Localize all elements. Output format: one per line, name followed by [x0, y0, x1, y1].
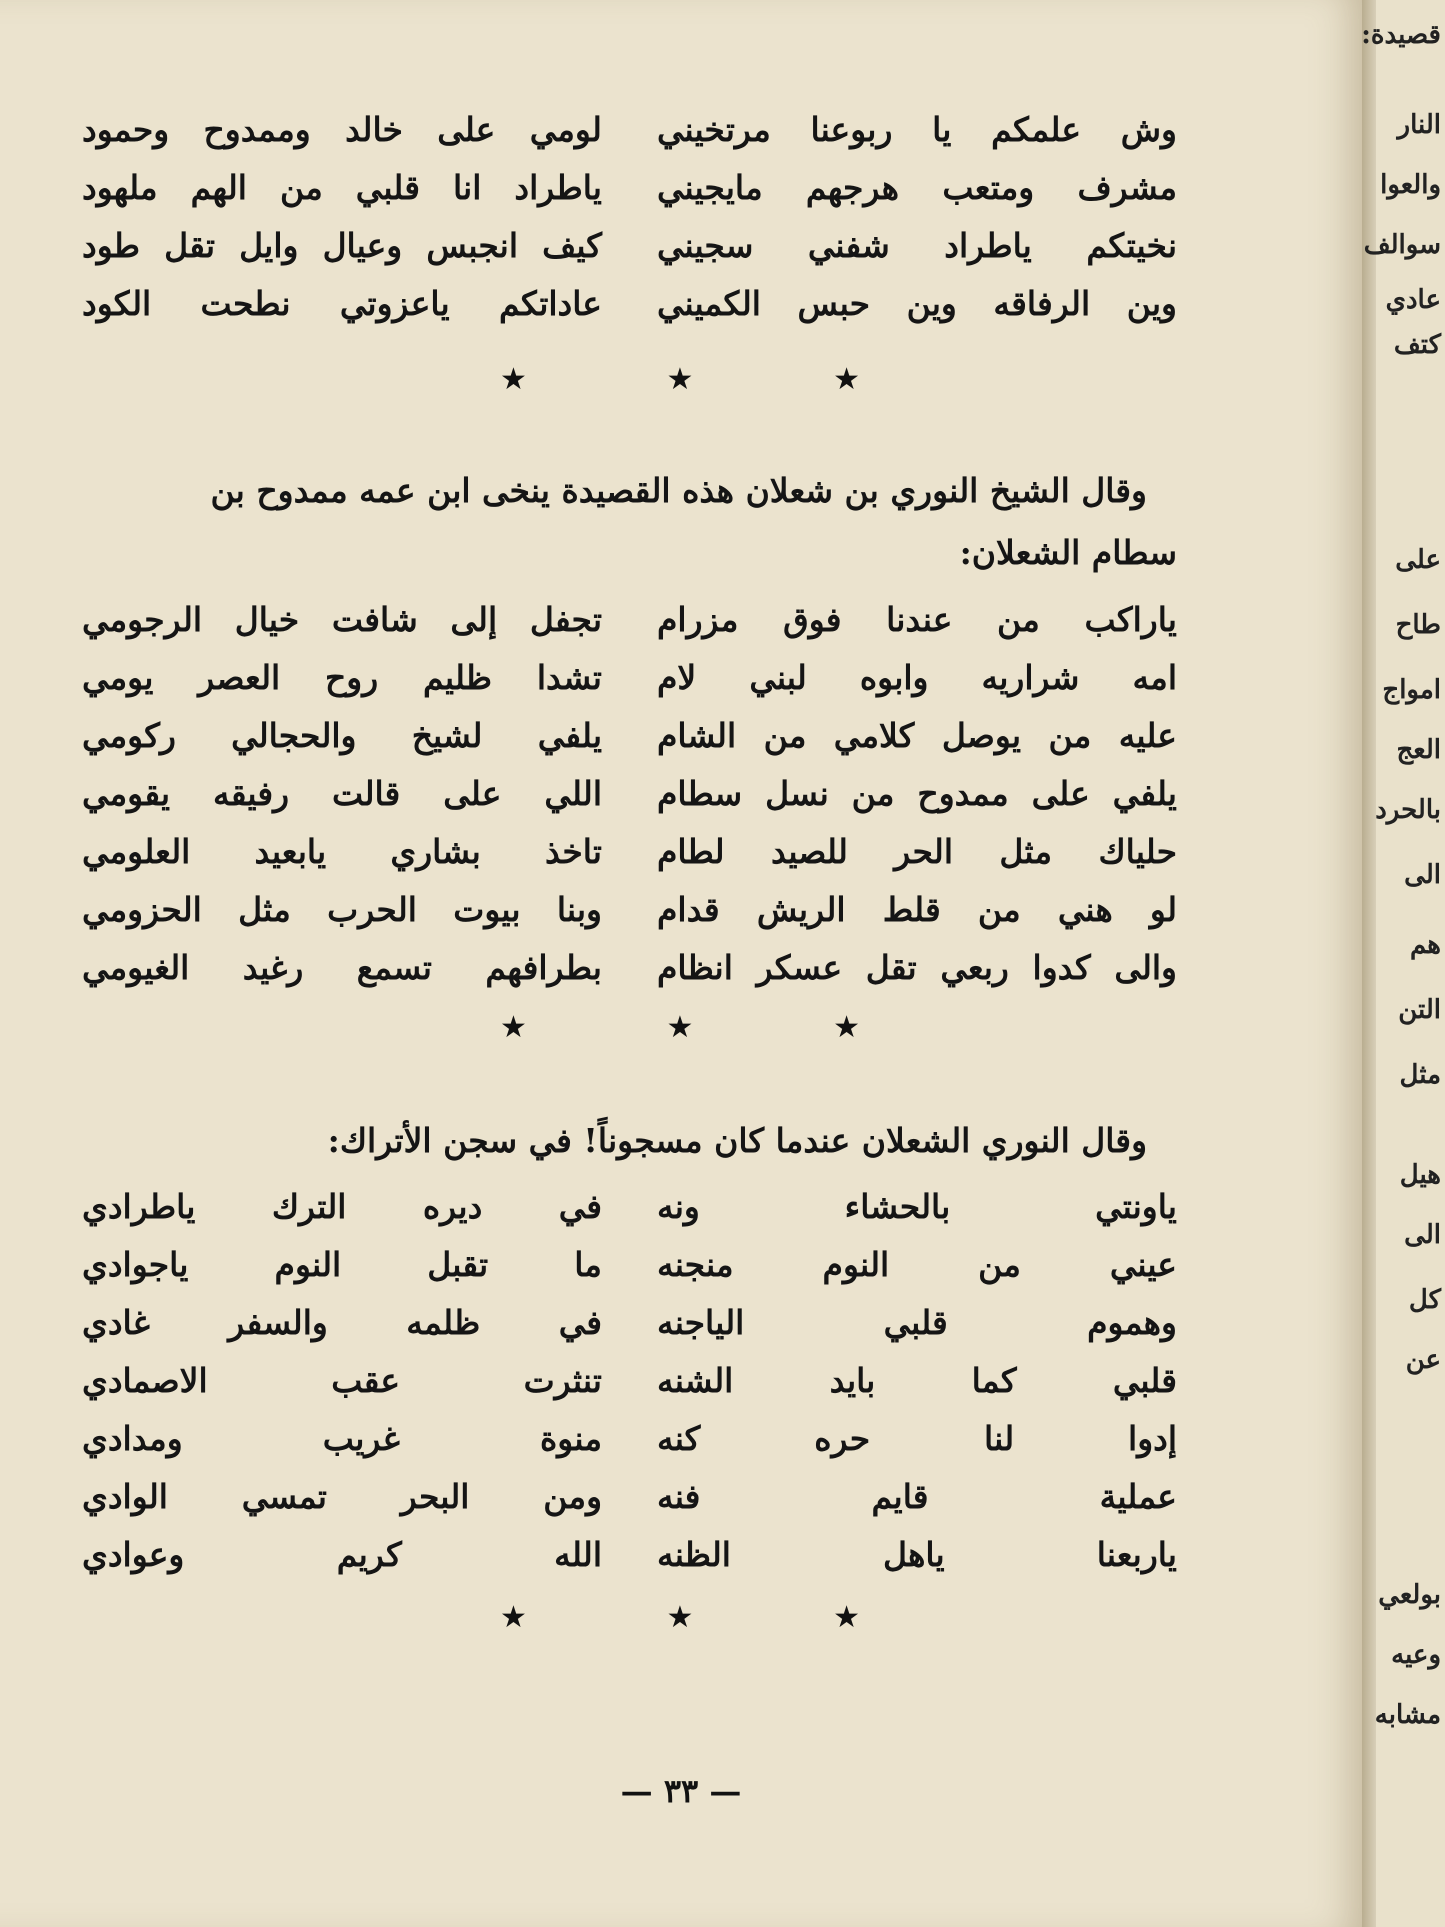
verse-second-hemistich: عاداتكم ياعزوتي نطحت الكود	[82, 283, 602, 323]
verse-row	[82, 158, 1177, 216]
verse-row	[82, 1409, 1177, 1467]
verse-second-hemistich: وبنا بيوت الحرب مثل الحزومي	[82, 889, 602, 929]
verse-first-hemistich: والى كدوا ربعي تقل عسكر انظام	[657, 947, 1177, 987]
star-icon: ★	[666, 362, 694, 397]
verse-first-hemistich: ياربعنا ياهل الظنه	[657, 1534, 1177, 1574]
verse-second-hemistich: منوة غريب ومدادي	[82, 1418, 602, 1458]
poem-3	[82, 1177, 1177, 1583]
section-separator	[500, 1600, 860, 1635]
verse-row	[82, 1177, 1177, 1235]
star-icon: ★	[500, 1010, 527, 1045]
star-icon: ★	[500, 1600, 527, 1635]
facing-text-fragment: عن	[1405, 1345, 1441, 1375]
verse-second-hemistich: اللي على قالت رفيقه يقومي	[82, 773, 602, 813]
star-icon: ★	[833, 1010, 860, 1045]
verse-first-hemistich: وين الرفاقه وين حبس الكميني	[657, 283, 1177, 323]
verse-second-hemistich: الله كريم وعوادي	[82, 1534, 602, 1574]
verse-first-hemistich: حلياك مثل الحر للصيد لطام	[657, 831, 1177, 871]
star-icon: ★	[666, 1010, 694, 1045]
verse-row	[82, 590, 1177, 648]
verse-row	[82, 1293, 1177, 1351]
star-icon: ★	[500, 362, 527, 397]
verse-second-hemistich: تنثرت عقب الاصمادي	[82, 1360, 602, 1400]
verse-second-hemistich: تشدا ظليم روح العصر يومي	[82, 657, 602, 697]
intro-line: سطام الشعلان:	[959, 533, 1177, 572]
facing-text-fragment: بولعي	[1378, 1580, 1441, 1610]
facing-text-fragment: العج	[1396, 735, 1441, 765]
intro-line: وقال الشيخ النوري بن شعلان هذه القصيدة ينخى ابن عمه ممدوح بن	[210, 471, 1147, 510]
facing-text-fragment: امواج	[1382, 675, 1441, 705]
section-separator	[500, 362, 860, 397]
verse-first-hemistich: نخيتكم ياطراد شفني سجيني	[657, 225, 1177, 265]
poem-1	[82, 100, 1177, 332]
verse-row	[82, 1235, 1177, 1293]
facing-text-fragment: هيل	[1399, 1160, 1441, 1190]
facing-text-fragment: عادي	[1385, 285, 1441, 315]
facing-text-fragment: الى	[1404, 1220, 1441, 1250]
verse-row	[82, 274, 1177, 332]
facing-text-fragment: قصيدة:	[1361, 20, 1441, 50]
verse-first-hemistich: يلفي على ممدوح من نسل سطام	[657, 773, 1177, 813]
verse-second-hemistich: يلفي لشيخ والحجالي ركومي	[82, 715, 602, 755]
verse-first-hemistich: وهموم قلبي الياجنه	[657, 1302, 1177, 1342]
poem-3-intro	[82, 1110, 1177, 1172]
star-icon: ★	[666, 1600, 694, 1635]
verse-row	[82, 822, 1177, 880]
verse-first-hemistich: لو هني من قلط الريش قدام	[657, 889, 1177, 929]
verse-first-hemistich: عملية قايم فنه	[657, 1476, 1177, 1516]
verse-second-hemistich: لومي على خالد وممدوح وحمود	[82, 109, 602, 149]
verse-first-hemistich: قلبي كما بايد الشنه	[657, 1360, 1177, 1400]
verse-row	[82, 648, 1177, 706]
verse-first-hemistich: عليه من يوصل كلامي من الشام	[657, 715, 1177, 755]
verse-second-hemistich: ياطراد انا قلبي من الهم ملهود	[82, 167, 602, 207]
facing-text-fragment: الى	[1404, 860, 1441, 890]
verse-second-hemistich: تجفل إلى شافت خيال الرجومي	[82, 599, 602, 639]
verse-row	[82, 216, 1177, 274]
facing-text-fragment: سوالف	[1363, 230, 1441, 260]
verse-first-hemistich: وش علمكم يا ربوعنا مرتخيني	[657, 109, 1177, 149]
star-icon: ★	[833, 1600, 860, 1635]
star-icon: ★	[833, 362, 860, 397]
page-number: — ٣٣ —	[620, 1772, 742, 1810]
facing-page-edge	[1361, 0, 1445, 1927]
verse-first-hemistich: عيني من النوم منجنه	[657, 1244, 1177, 1284]
verse-row	[82, 706, 1177, 764]
verse-second-hemistich: في ظلمه والسفر غادي	[82, 1302, 602, 1342]
verse-second-hemistich: ومن البحر تمسي الوادي	[82, 1476, 602, 1516]
verse-row	[82, 880, 1177, 938]
verse-first-hemistich: إدوا لنا حره كنه	[657, 1418, 1177, 1458]
verse-second-hemistich: بطرافهم تسمع رغيد الغيومي	[82, 947, 602, 987]
verse-row	[82, 938, 1177, 996]
facing-text-fragment: والعوا	[1380, 170, 1441, 200]
facing-text-fragment: كل	[1408, 1285, 1441, 1315]
verse-row	[82, 1467, 1177, 1525]
facing-text-fragment: مثل	[1399, 1060, 1441, 1090]
verse-row	[82, 1525, 1177, 1583]
verse-second-hemistich: ما تقبل النوم ياجوادي	[82, 1244, 602, 1284]
facing-text-fragment: وعيه	[1391, 1640, 1441, 1670]
poem-2	[82, 590, 1177, 996]
verse-second-hemistich: في ديره الترك ياطرادي	[82, 1186, 602, 1226]
verse-first-hemistich: امه شراريه وابوه لبني لام	[657, 657, 1177, 697]
verse-row	[82, 1351, 1177, 1409]
facing-text-fragment: النار	[1397, 110, 1441, 140]
facing-text-fragment: على	[1395, 545, 1441, 575]
verse-second-hemistich: تاخذ بشاري يابعيد العلومي	[82, 831, 602, 871]
intro-line: وقال النوري الشعلان عندما كان مسجوناً! في سجن الأتراك:	[327, 1121, 1147, 1160]
verse-first-hemistich: ياراكب من عندنا فوق مزرام	[657, 599, 1177, 639]
facing-text-fragment: هم	[1409, 930, 1441, 960]
verse-first-hemistich: مشرف ومتعب هرجهم مايجيني	[657, 167, 1177, 207]
facing-text-fragment: كتف	[1393, 330, 1441, 360]
poem-2-intro	[82, 460, 1177, 584]
facing-text-fragment: طاح	[1395, 610, 1441, 640]
verse-row	[82, 764, 1177, 822]
section-separator	[500, 1010, 860, 1045]
facing-text-fragment: مشابه	[1374, 1700, 1441, 1730]
verse-row	[82, 100, 1177, 158]
facing-text-fragment: بالحرد	[1375, 795, 1441, 825]
facing-text-fragment: التن	[1398, 995, 1441, 1025]
verse-second-hemistich: كيف انجبس وعيال وايل تقل طود	[82, 225, 602, 265]
verse-first-hemistich: ياونتي بالحشاء ونه	[657, 1186, 1177, 1226]
